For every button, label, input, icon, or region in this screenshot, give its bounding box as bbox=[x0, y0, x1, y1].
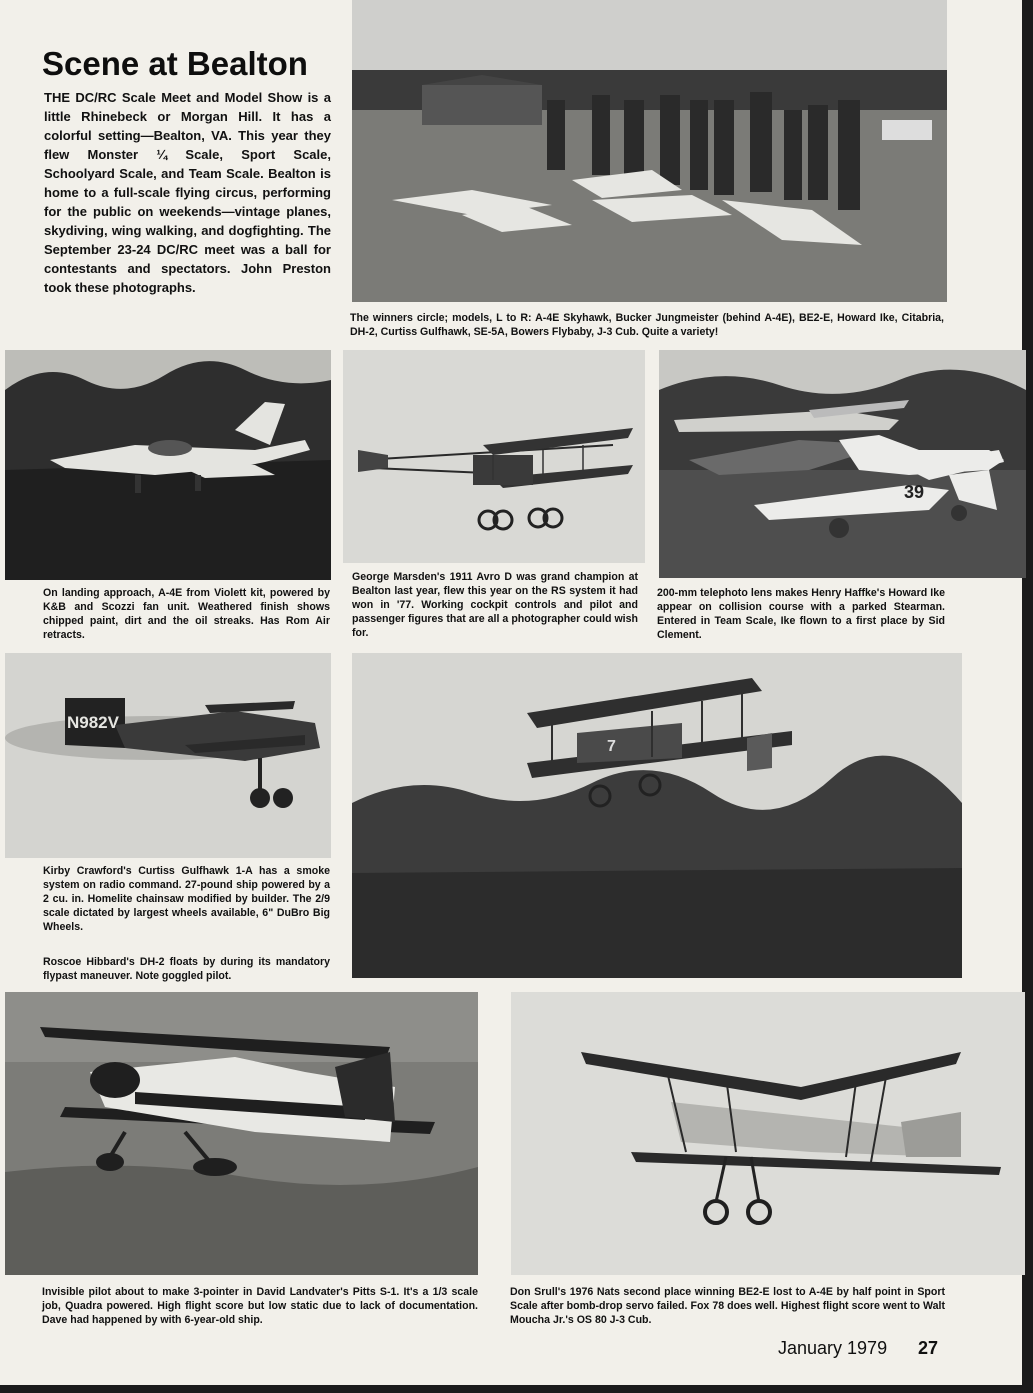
winners-circle-illustration bbox=[352, 0, 947, 302]
howard-ike-illustration bbox=[659, 350, 1026, 578]
caption-dh2: Roscoe Hibbard's DH-2 floats by during its mandatory flypast maneuver. Note goggled pilot. bbox=[43, 956, 330, 982]
caption-pitts: Invisible pilot about to make 3-pointer in David Landvater's Pitts S-1. It's a 1/3 scale job, Quadra powered. High flight score but low static due to lack of documentation. Dave had happened by with 6-year-old ship. bbox=[42, 1286, 478, 1326]
photo-dh2-flypast bbox=[352, 653, 962, 978]
pitts-illustration bbox=[5, 992, 478, 1275]
ike-race-number: 39 bbox=[904, 482, 925, 502]
dh2-illustration bbox=[352, 653, 962, 978]
photo-curtiss-gulfhawk bbox=[5, 653, 331, 858]
caption-avro-d: George Marsden's 1911 Avro D was grand champion at Bealton last year, flew this year on the RS system it had won in '77. Working cockpit controls and pilot and passenger figures that are all a photographer could wish for. bbox=[352, 571, 638, 639]
photo-pitts-s1 bbox=[5, 992, 478, 1275]
photo-a4e-landing bbox=[5, 350, 331, 580]
caption-howard-ike: 200-mm telephoto lens makes Henry Haffke's Howard Ike appear on collision course with a parked Stearman. Entered in Team Scale, Ike flown to a first place by Sid Clement. bbox=[657, 587, 945, 641]
gulfhawk-illustration bbox=[5, 653, 331, 858]
avro-d-illustration bbox=[343, 350, 645, 563]
article-intro: THE DC/RC Scale Meet and Model Show is a little Rhinebeck or Morgan Hill. It has a colorful setting—Bealton, VA. This year they flew Monster ¼ Scale, Sport Scale, Schoolyard Scale, and Team Scale. Bealton is home to a full-scale flying circus, performing for the public on weekends—vintage planes, skydiving, wing walking, and dogfighting. The September 23-24 DC/RC meet was a ball for contestants and spectators. John Preston took these photographs. bbox=[44, 90, 331, 295]
article-headline: Scene at Bealton bbox=[42, 45, 308, 82]
footer-issue-date: January 1979 bbox=[778, 1338, 888, 1358]
photo-winners-circle bbox=[352, 0, 947, 302]
photo-howard-ike bbox=[659, 350, 1026, 578]
caption-be2e: Don Srull's 1976 Nats second place winning BE2-E lost to A-4E by half point in Sport Scale after bomb-drop servo failed. Fox 78 does well. Highest flight score went to Walt Moucha Jr.'s OS 80 J-3 Cub. bbox=[510, 1286, 945, 1326]
be2e-illustration bbox=[511, 992, 1025, 1275]
dh2-number: 7 bbox=[607, 738, 616, 755]
photo-be2e bbox=[511, 992, 1025, 1275]
gulfhawk-registration: N982V bbox=[67, 713, 119, 732]
caption-gulfhawk: Kirby Crawford's Curtiss Gulfhawk 1-A has a smoke system on radio command. 27-pound ship powered by a 2 cu. in. Homelite chainsaw modified by builder. The 2/9 scale dictated by largest wheels available, 6" DuBro Big Wheels. bbox=[43, 865, 330, 933]
a4e-illustration bbox=[5, 350, 331, 580]
caption-winners-circle: The winners circle; models, L to R: A-4E Skyhawk, Bucker Jungmeister (behind A-4E), BE2-E, Howard Ike, Citabria, DH-2, Curtiss Gulfhawk, SE-5A, Bowers Flybaby, J-3 Cub. Quite a variety! bbox=[350, 312, 944, 338]
caption-a4e: On landing approach, A-4E from Violett kit, powered by K&B and Scozzi fan unit. Weathered finish shows chipped paint, dirt and the oil streaks. Has Rom Air retracts. bbox=[43, 587, 330, 641]
photo-avro-d bbox=[343, 350, 645, 563]
footer-page-number: 27 bbox=[918, 1338, 939, 1358]
